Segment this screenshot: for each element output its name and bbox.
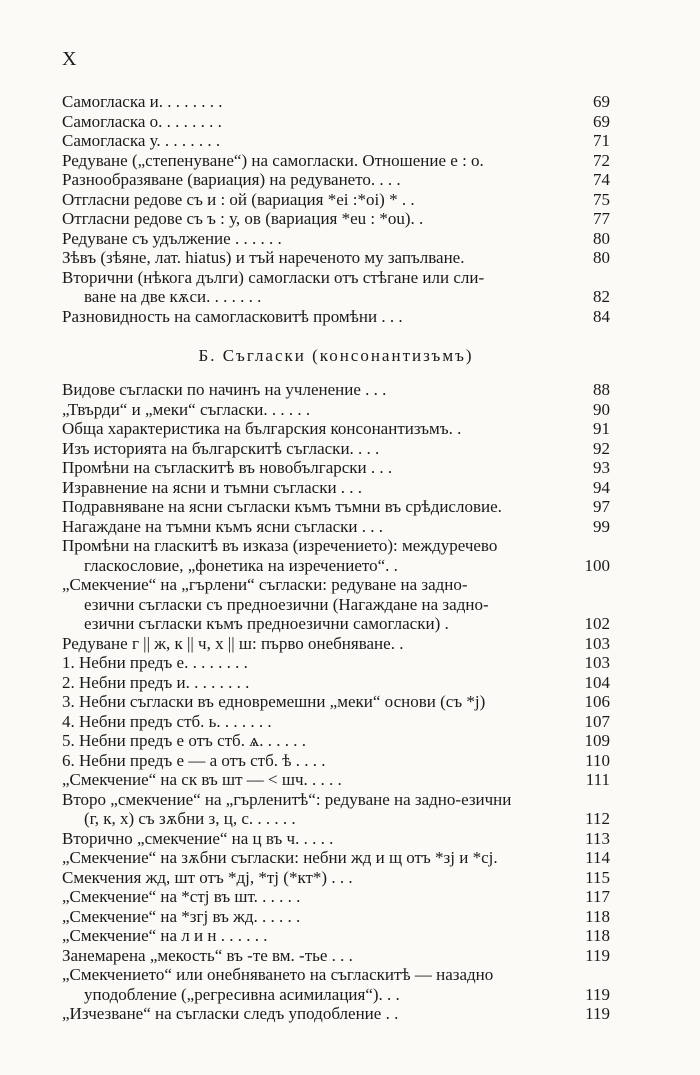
toc-entry-title bbox=[62, 868, 610, 888]
toc-page-number: 111 bbox=[585, 770, 610, 789]
toc-entry-line: 5. Небни предъ е отъ стб. ѧ. . . . . . bbox=[62, 731, 306, 750]
toc-entry-title bbox=[62, 419, 610, 439]
toc-entry-line: „Смекчение“ на зѫбни съгласки: небни жд и щ отъ *зj и *cj. bbox=[62, 848, 498, 867]
toc-entry-line: Отгласни редове съ ъ : у, ов (вариация *eu : *ou). . bbox=[62, 209, 424, 228]
toc-entry-line: 1. Небни предъ е. . . . . . . . bbox=[62, 653, 248, 672]
toc-page-number: 94 bbox=[593, 477, 610, 497]
toc-entry-line: Смекчения жд, шт отъ *дј, *тј (*кт*) . . . bbox=[62, 867, 353, 887]
toc-page-number: 88 bbox=[593, 380, 610, 399]
toc-entry bbox=[62, 575, 610, 634]
toc-entry-title bbox=[62, 170, 610, 190]
toc-page-number: 119 bbox=[585, 984, 610, 1004]
toc-entry-title bbox=[62, 887, 610, 907]
toc-entry-title bbox=[62, 517, 610, 537]
toc-page-number: 109 bbox=[584, 731, 610, 750]
toc-entry bbox=[62, 848, 610, 868]
toc-entry-title bbox=[62, 400, 610, 420]
toc-entry-line: Второ „смекчение“ на „гърленитѣ“: редуване на задно-езични bbox=[62, 789, 512, 809]
toc-entry bbox=[62, 92, 610, 112]
toc-entry-title bbox=[62, 946, 610, 966]
toc-entry bbox=[62, 517, 610, 537]
toc-entry-title bbox=[62, 731, 610, 751]
toc-entry-line: езични съгласки съ предноезични (Нагаждане на задно- bbox=[84, 594, 489, 614]
toc-consonants-list bbox=[62, 380, 610, 1024]
toc-page-number: 74 bbox=[593, 170, 610, 189]
toc-entry-line: „Смекчение“ на л и н . . . . . . bbox=[62, 926, 268, 945]
toc-entry-line: Занемарена „мекость“ въ -те вм. -тье . . . bbox=[62, 945, 353, 965]
toc-entry-line: Промѣни на гласкитѣ въ изказа (изречението): междуречево bbox=[62, 536, 498, 555]
toc-entry bbox=[62, 307, 610, 327]
toc-entry bbox=[62, 887, 610, 907]
toc-entry bbox=[62, 190, 610, 210]
toc-entry-title bbox=[62, 190, 610, 210]
toc-entry bbox=[62, 868, 610, 888]
toc-entry bbox=[62, 268, 610, 307]
toc-entry-line: „Смекчение“ на „гърлени“ съгласки: редуване на задно- bbox=[62, 575, 468, 594]
toc-entry-line: 2. Небни предъ и. . . . . . . . bbox=[62, 672, 250, 692]
toc-entry-line: Отгласни редове съ и : ой (вариация *ei :*oi) * . . bbox=[62, 189, 415, 209]
toc-entry bbox=[62, 536, 610, 575]
toc-entry bbox=[62, 380, 610, 400]
toc-entry-title bbox=[62, 692, 610, 712]
toc-entry-line: „Изчезване“ на съгласки следъ уподобление . . bbox=[62, 1004, 399, 1023]
toc-entry-line: Самогласка у. . . . . . . . bbox=[62, 131, 221, 150]
toc-page-number: 110 bbox=[585, 750, 610, 770]
toc-entry bbox=[62, 400, 610, 420]
toc-entry-line: езични съгласки къмъ предноезични самогласки) . bbox=[84, 614, 449, 633]
toc-entry-line: „Смекчение“ на ск въ шт — < шч. . . . . bbox=[62, 770, 342, 789]
toc-entry bbox=[62, 170, 610, 190]
toc-page-number: 119 bbox=[585, 945, 610, 965]
toc-entry-title bbox=[62, 112, 610, 132]
toc-entry bbox=[62, 131, 610, 151]
toc-entry-line: Редуване („степенуване“) на самогласки. Отношение е : о. bbox=[62, 150, 484, 170]
toc-page-number: 69 bbox=[593, 111, 610, 131]
toc-entry bbox=[62, 712, 610, 732]
toc-page-number: 119 bbox=[585, 1004, 610, 1023]
toc-page-number: 106 bbox=[584, 692, 610, 711]
toc-page-number: 103 bbox=[584, 653, 610, 672]
toc-entry-line: Разновидность на самогласковитѣ промѣни . . . bbox=[62, 306, 403, 326]
toc-entry-title bbox=[62, 673, 610, 693]
toc-entry-title bbox=[62, 712, 610, 732]
section-heading-consonants: Б. Съгласки (консонантизъмъ) bbox=[198, 346, 474, 365]
toc-page-number: 82 bbox=[593, 287, 610, 306]
toc-page-number: 100 bbox=[584, 555, 610, 575]
toc-entry-title bbox=[62, 131, 610, 151]
toc-entry bbox=[62, 673, 610, 693]
toc-entry bbox=[62, 731, 610, 751]
toc-entry bbox=[62, 751, 610, 771]
toc-entry-line: гласкословие, „фонетика на изречението“. . bbox=[84, 555, 398, 575]
toc-entry bbox=[62, 439, 610, 459]
toc-entry-line: Вторични (нѣкога дълги) самогласки отъ стѣгане или сли- bbox=[62, 267, 485, 287]
toc-entry bbox=[62, 248, 610, 268]
toc-entry-title bbox=[62, 1004, 610, 1024]
toc-entry-line: Промѣни на съгласкитѣ въ новобългарски . . . bbox=[62, 458, 393, 477]
toc-entry-line: Самогласка о. . . . . . . . bbox=[62, 111, 222, 131]
toc-entry-line: „Твърди“ и „меки“ съгласки. . . . . . bbox=[62, 399, 311, 419]
toc-entry-title bbox=[62, 790, 610, 829]
toc-page-number: 112 bbox=[585, 809, 610, 828]
toc-entry bbox=[62, 829, 610, 849]
toc-entry-line: Подравняване на ясни съгласки къмъ тъмни въ срѣдисловие. bbox=[62, 497, 502, 516]
toc-entry-title bbox=[62, 229, 610, 249]
toc-entry-line: Разнообразяване (вариация) на редуването. . . . bbox=[62, 170, 401, 189]
toc-entry-title bbox=[62, 497, 610, 517]
toc-entry-line: Зѣвъ (зѣяне, лат. hiatus) и тъй нареченото му запълване. bbox=[62, 248, 465, 267]
toc-entry-line: ване на две кѫси. . . . . . . bbox=[84, 287, 262, 306]
toc-entry-line: Обща характеристика на българския консонантизъмъ. . bbox=[62, 419, 462, 438]
toc-entry-line: Изравнение на ясни и тъмни съгласки . . . bbox=[62, 477, 363, 497]
toc-page-number: 104 bbox=[584, 672, 610, 692]
toc-entry-title bbox=[62, 307, 610, 327]
toc-entry-line: Вторично „смекчение“ на ц въ ч. . . . . bbox=[62, 828, 334, 848]
toc-page-number: 75 bbox=[593, 189, 610, 209]
toc-page-number: 99 bbox=[593, 516, 610, 536]
toc-entry bbox=[62, 634, 610, 654]
toc-page-number: 91 bbox=[593, 419, 610, 438]
toc-entry-title bbox=[62, 536, 610, 575]
toc-page-number: 115 bbox=[585, 867, 610, 887]
toc-page-number: 72 bbox=[593, 150, 610, 170]
toc-entry-line: Нагаждане на тъмни къмъ ясни съгласки . . . bbox=[62, 516, 384, 536]
toc-entry bbox=[62, 926, 610, 946]
toc-entry bbox=[62, 458, 610, 478]
toc-entry-title bbox=[62, 770, 610, 790]
toc-page-number: 84 bbox=[593, 306, 610, 326]
toc-entry-line: 6. Небни предъ е — а отъ стб. ѣ . . . . bbox=[62, 750, 326, 770]
toc-page-number: 102 bbox=[584, 614, 610, 633]
toc-entry bbox=[62, 692, 610, 712]
toc-entry bbox=[62, 1004, 610, 1024]
toc-page-number: 97 bbox=[593, 497, 610, 516]
toc-entry bbox=[62, 946, 610, 966]
toc-entry-title bbox=[62, 653, 610, 673]
toc-entry bbox=[62, 497, 610, 517]
toc-entry-line: Видове съгласки по начинъ на учленение . . . bbox=[62, 380, 387, 399]
toc-page-number: 80 bbox=[593, 228, 610, 248]
toc-page-number: 92 bbox=[593, 438, 610, 458]
toc-entry-line: „Смекчение“ на *стj въ шт. . . . . . bbox=[62, 887, 301, 906]
toc-entry-title bbox=[62, 268, 610, 307]
toc-entry-title bbox=[62, 92, 610, 112]
toc-entry-title bbox=[62, 248, 610, 268]
toc-entry bbox=[62, 151, 610, 171]
toc-entry-line: Редуване съ удължение . . . . . . bbox=[62, 228, 282, 248]
toc-entry-title bbox=[62, 926, 610, 946]
toc-page-number: 118 bbox=[585, 926, 610, 945]
toc-page-number: 117 bbox=[585, 887, 610, 906]
toc-entry-title bbox=[62, 439, 610, 459]
toc-entry-title bbox=[62, 829, 610, 849]
toc-entry-line: Самогласка и. . . . . . . . bbox=[62, 92, 223, 111]
toc-page-number: 107 bbox=[584, 711, 610, 731]
toc-page-number: 80 bbox=[593, 248, 610, 267]
toc-entry bbox=[62, 112, 610, 132]
toc-entry bbox=[62, 209, 610, 229]
toc-entry-line: Редуване г || ж, к || ч, х || ш: първо онебняване. . bbox=[62, 633, 404, 653]
toc-entry-title bbox=[62, 575, 610, 634]
toc-entry bbox=[62, 770, 610, 790]
toc-entry-line: 4. Небни предъ стб. ь. . . . . . . bbox=[62, 711, 272, 731]
toc-vowels-list bbox=[62, 92, 610, 326]
toc-page-number: 93 bbox=[593, 458, 610, 477]
toc-entry-title bbox=[62, 634, 610, 654]
toc-entry-line: „Смекчение“ на *згj въ жд. . . . . . bbox=[62, 906, 301, 926]
toc-entry-line: 3. Небни съгласки въ едновремешни „меки“ основи (съ *j) bbox=[62, 692, 486, 711]
toc-entry-title bbox=[62, 751, 610, 771]
toc-entry-line: „Смекчението“ или онебняването на съгласкитѣ — назадно bbox=[62, 965, 494, 984]
toc-entry-title bbox=[62, 848, 610, 868]
toc-page-number: 69 bbox=[593, 92, 610, 111]
toc-entry-title bbox=[62, 458, 610, 478]
toc-entry-title bbox=[62, 478, 610, 498]
toc-page-number: 77 bbox=[593, 209, 610, 228]
toc-entry bbox=[62, 419, 610, 439]
page-number: X bbox=[62, 48, 78, 70]
toc-entry bbox=[62, 965, 610, 1004]
toc-entry bbox=[62, 907, 610, 927]
toc-entry-title bbox=[62, 907, 610, 927]
toc-page-number: 71 bbox=[593, 131, 610, 150]
toc-page-number: 113 bbox=[585, 828, 610, 848]
toc-page-number: 114 bbox=[585, 848, 610, 867]
toc-page-number: 103 bbox=[584, 633, 610, 653]
toc-entry-title bbox=[62, 209, 610, 229]
toc-entry bbox=[62, 653, 610, 673]
toc-page-number: 118 bbox=[585, 906, 610, 926]
toc-entry bbox=[62, 790, 610, 829]
toc-entry bbox=[62, 478, 610, 498]
toc-entry-title bbox=[62, 965, 610, 1004]
toc-page-number: 90 bbox=[593, 399, 610, 419]
toc-entry-line: Изъ историята на българскитѣ съгласки. . . . bbox=[62, 438, 380, 458]
toc-entry-title bbox=[62, 151, 610, 171]
toc-entry-line: уподобление („регресивна асимилация“). . . bbox=[84, 984, 400, 1004]
toc-entry-line: (г, к, х) съ зѫбни з, ц, с. . . . . . bbox=[84, 809, 296, 828]
toc-entry bbox=[62, 229, 610, 249]
toc-entry-title bbox=[62, 380, 610, 400]
